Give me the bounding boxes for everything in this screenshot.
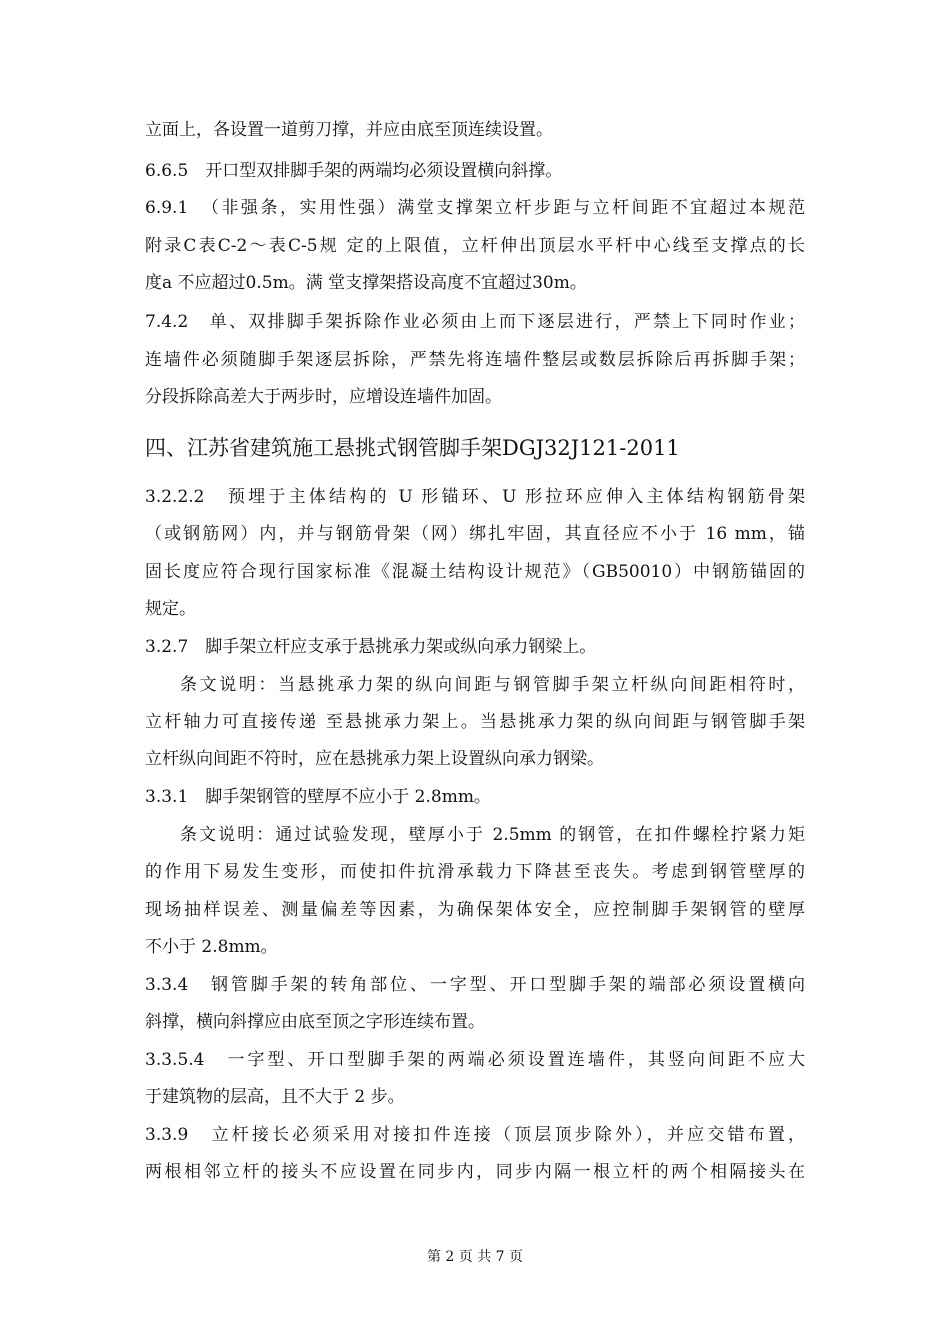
body-line: （或钢筋网）内，并与钢筋骨架（网）绑扎牢固，其直径应不小于 16 mm，锚: [145, 524, 805, 544]
body-line: 6.9.1 （非强条，实用性强）满堂支撑架立杆步距与立杆间距不宜超过本规范: [145, 198, 805, 218]
body-line: 度a 不应超过0.5m。满 堂支撑架搭设高度不宜超过30m。: [145, 273, 587, 293]
body-line: 3.3.4 钢管脚手架的转角部位、一字型、开口型脚手架的端部必须设置横向: [145, 975, 805, 995]
body-line: 不小于 2.8mm。: [145, 937, 278, 957]
body-line: 立杆轴力可直接传递 至悬挑承力架上。当悬挑承力架的纵向间距与钢管脚手架: [145, 712, 805, 732]
body-line: 6.6.5 开口型双排脚手架的两端均必须设置横向斜撑。: [145, 161, 563, 181]
body-line: 条文说明：当悬挑承力架的纵向间距与钢管脚手架立杆纵向间距相符时，: [180, 675, 805, 695]
body-line: 立杆纵向间距不符时，应在悬挑承力架上设置纵向承力钢梁。: [145, 749, 604, 769]
section-heading: 四、江苏省建筑施工悬挑式钢管脚手架DGJ32J121-2011: [145, 436, 680, 460]
body-line: 连墙件必须随脚手架逐层拆除，严禁先将连墙件整层或数层拆除后再拆脚手架；: [145, 350, 805, 370]
body-line: 3.2.7 脚手架立杆应支承于悬挑承力架或纵向承力钢梁上。: [145, 637, 597, 657]
body-line: 于建筑物的层高，且不大于 2 步。: [145, 1087, 405, 1107]
body-line: 3.3.5.4 一字型、开口型脚手架的两端必须设置连墙件，其竖向间距不应大: [145, 1050, 805, 1070]
body-line: 条文说明：通过试验发现，壁厚小于 2.5mm 的钢管，在扣件螺栓拧紧力矩: [180, 825, 805, 845]
body-line: 固长度应符合现行国家标准《混凝土结构设计规范》（GB50010）中钢筋锚固的: [145, 562, 805, 582]
body-line: 立面上，各设置一道剪刀撑，并应由底至顶连续设置。: [145, 120, 553, 140]
body-line: 3.3.1 脚手架钢管的壁厚不应小于 2.8mm。: [145, 787, 491, 807]
body-line: 规定。: [145, 599, 196, 619]
body-line: 3.2.2.2 预埋于主体结构的 U 形锚环、U 形拉环应伸入主体结构钢筋骨架: [145, 487, 805, 507]
body-line: 分段拆除高差大于两步时，应增设连墙件加固。: [145, 387, 502, 407]
body-line: 附录C表C-2～表C-5规 定的上限值，立杆伸出顶层水平杆中心线至支撑点的长: [145, 236, 805, 256]
body-line: 两根相邻立杆的接头不应设置在同步内，同步内隔一根立杆的两个相隔接头在: [145, 1162, 805, 1182]
body-line: 的作用下易发生变形，而使扣件抗滑承载力下降甚至丧失。考虑到钢管壁厚的: [145, 862, 805, 882]
body-line: 斜撑，横向斜撑应由底至顶之字形连续布置。: [145, 1012, 485, 1032]
page-number-footer: 第 2 页 共 7 页: [426, 1249, 524, 1265]
body-line: 现场抽样误差、测量偏差等因素，为确保架体安全，应控制脚手架钢管的壁厚: [145, 900, 805, 920]
body-line: 7.4.2 单、双排脚手架拆除作业必须由上而下逐层进行，严禁上下同时作业；: [145, 312, 805, 332]
body-line: 3.3.9 立杆接长必须采用对接扣件连接（顶层顶步除外），并应交错布置，: [145, 1125, 805, 1145]
